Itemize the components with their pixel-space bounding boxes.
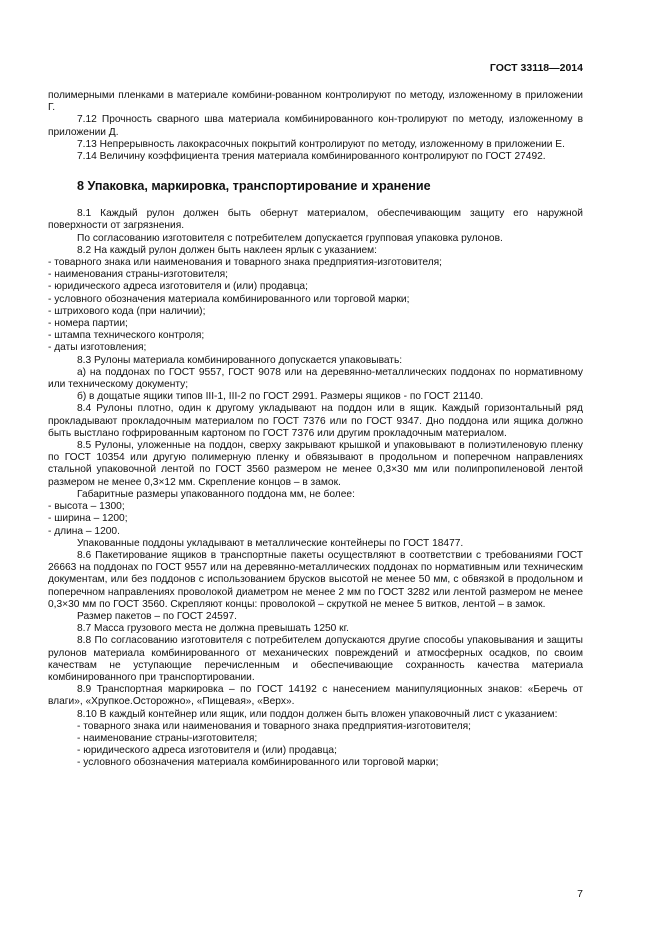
- paragraph: - условного обозначения материала комбинированного или торговой марки;: [48, 293, 410, 305]
- paragraph: 8.6 Пакетирование ящиков в транспортные пакеты осуществляют в соответствии с требованиями ГОСТ 26663 на поддонах по ГОСТ 9557 или на деревянно-металлических поддонах по нормативным или техническим документам, или без поддонов с использованием брусков высотой не менее 50 мм, с обвязкой в продольном и поперечном направлениях проволокой диаметром не менее 2 мм по ГОСТ 3282 или лентой размером не менее 0,3×30 мм по ГОСТ 3560. Скрепляют концы: проволокой – скруткой не менее 5 витков, лентой – в замок.: [48, 549, 583, 610]
- paragraph: - условного обозначения материала комбинированного или торговой марки;: [77, 757, 439, 769]
- paragraph: б) в дощатые ящики типов III-1, III-2 по ГОСТ 2991. Размеры ящиков - по ГОСТ 21140.: [77, 391, 484, 403]
- paragraph: 8.5 Рулоны, уложенные на поддон, сверху закрывают крышкой и упаковывают в полиэтиленовую пленку по ГОСТ 10354 или другую полимерную пленку и обвязывают в продольном и поперечном направлениях стальной упаковочной лентой по ГОСТ 3560 размером не менее 0,3×30 мм или полипропиленовой лентой размером не менее 0,3×12 мм. Скрепление концов – в замок.: [48, 440, 583, 488]
- paragraph: - товарного знака или наименования и товарного знака предприятия-изготовителя;: [77, 720, 472, 732]
- section-heading: 8 Упаковка, маркировка, транспортирование и хранение: [77, 179, 431, 194]
- paragraph: - ширина – 1200;: [48, 513, 128, 525]
- paragraph: а) на поддонах по ГОСТ 9557, ГОСТ 9078 или на деревянно-металлических поддонах по нормативному или техническому документу;: [48, 366, 583, 391]
- paragraph: - длина – 1200.: [48, 525, 120, 537]
- paragraph: 8.8 По согласованию изготовителя с потребителем допускаются другие способы упаковывания и защиты рулонов материала комбинированного от механических повреждений и атмосферных осадков, по своим качествам не уступающие перечисленным и обеспечивающие сохранность качества материала комбинированного при транспортировании.: [48, 635, 583, 683]
- paragraph: - наименования страны-изготовителя;: [48, 269, 229, 281]
- paragraph: Упакованные поддоны укладывают в металлические контейнеры по ГОСТ 18477.: [77, 537, 464, 549]
- paragraph: 8.2 На каждый рулон должен быть наклеен ярлык с указанием:: [77, 244, 378, 256]
- paragraph: 8.10 В каждый контейнер или ящик, или поддон должен быть вложен упаковочный лист с указанием:: [77, 708, 558, 720]
- paragraph: Габаритные размеры упакованного поддона мм, не более:: [77, 488, 355, 500]
- paragraph: 8.4 Рулоны плотно, один к другому укладывают на поддон или в ящик. Каждый горизонтальный ряд прокладывают прокладочным материалом по ГОСТ 7376 или по ГОСТ 9347. Дно поддона или ящика должно быть выстлано гофрированным картоном по ГОСТ 7376 или другим прокладочным материалом.: [48, 403, 583, 439]
- paragraph: 8.3 Рулоны материала комбинированного допускается упаковывать:: [77, 354, 403, 366]
- section-8-content: [48, 208, 583, 769]
- paragraph: - штрихового кода (при наличии);: [48, 305, 206, 317]
- paragraph: - высота – 1300;: [48, 501, 125, 513]
- paragraph: 8.9 Транспортная маркировка – по ГОСТ 14192 с нанесением манипуляционных знаков: «Беречь от влаги», «Хрупкое.Осторожно», «Пищевая», «Верх».: [48, 684, 583, 708]
- paragraph: 8.7 Масса грузового места не должна превышать 1250 кг.: [77, 623, 349, 635]
- paragraph: - товарного знака или наименования и товарного знака предприятия-изготовителя;: [48, 257, 443, 269]
- paragraph: 7.13 Непрерывность лакокрасочных покрытий контролируют по методу, изложенному в приложении Е.: [77, 138, 565, 150]
- paragraph: Размер пакетов – по ГОСТ 24597.: [77, 610, 237, 622]
- paragraph: 7.12 Прочность сварного шва материала комбинированного кон-тролируют по методу, изложенному в приложении Д.: [48, 114, 583, 138]
- section-7-continuation: [48, 90, 583, 163]
- paragraph: 7.14 Величину коэффициента трения материала комбинированного контролируют по ГОСТ 27492.: [77, 151, 546, 163]
- paragraph: - номера партии;: [48, 318, 128, 330]
- paragraph: - даты изготовления;: [48, 342, 147, 354]
- paragraph: 8.1 Каждый рулон должен быть обернут материалом, обеспечивающим защиту его наружной поверхности от загрязнения.: [48, 208, 583, 232]
- document-body: [48, 90, 583, 770]
- paragraph: - юридического адреса изготовителя и (или) продавца;: [48, 281, 308, 293]
- paragraph: - юридического адреса изготовителя и (или) продавца;: [77, 745, 337, 757]
- paragraph: - наименование страны-изготовителя;: [77, 732, 258, 744]
- paragraph: - штампа технического контроля;: [48, 330, 205, 342]
- paragraph: По согласованию изготовителя с потребителем допускается групповая упаковка рулонов.: [77, 232, 503, 244]
- paragraph: полимерными пленками в материале комбини-рованном контролируют по методу, изложенному в приложении Г.: [48, 90, 583, 114]
- page-number: 7: [577, 888, 583, 900]
- document-code-header: ГОСТ 33118—2014: [489, 62, 583, 74]
